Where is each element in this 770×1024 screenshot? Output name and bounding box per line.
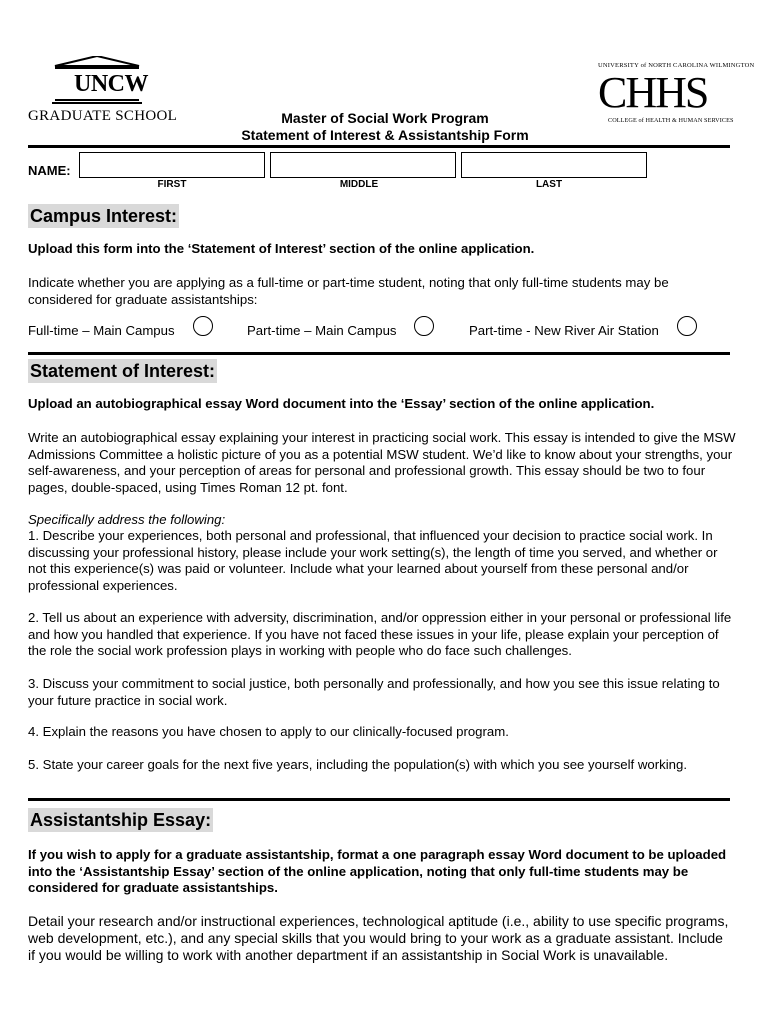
assistantship-heading: Assistantship Essay: <box>30 810 212 830</box>
middle-name-field[interactable] <box>270 152 456 178</box>
campus-divider <box>28 352 730 355</box>
chhs-university-text: UNIVERSITY of NORTH CAROLINA WILMINGTON <box>598 62 755 69</box>
statement-item-3: 3. Discuss your commitment to social justice, both personally and professionally, and how you see this issue relating to your future practice in social work. <box>28 676 720 708</box>
assistantship-detail: Detail your research and/or instructional experiences, technological aptitude (i.e., ability to use specific programs, web development, etc.), and any special skills that you would bring to your work as a graduate assistant. Include if you would be willing to work with another department if an assistantship in Social Work is unavailable. <box>28 913 729 963</box>
parttime-main-radio[interactable] <box>414 316 434 336</box>
statement-item-4: 4. Explain the reasons you have chosen to apply to our clinically-focused program. <box>28 724 509 739</box>
last-caption: LAST <box>535 179 563 190</box>
name-label: NAME: <box>28 163 71 178</box>
statement-item-2: 2. Tell us about an experience with adversity, discrimination, and/or oppression either in your personal or professional life and how you handled that experience. If you have not faced these issues in your life, please explain your perception of the role the social work profession plays in working with people who do face such challenges. <box>28 610 732 658</box>
assistantship-upload-instruction: If you wish to apply for a graduate assistantship, format a one paragraph essay Word document to be uploaded into the ‘Assistantship Essay’ section of the online application, noting that only full-time students may be considered for graduate assistantships. <box>28 847 727 895</box>
campus-indicate-text: Indicate whether you are applying as a full-time or part-time student, noting that only full-time students may be considered for graduate assistantships: <box>28 275 669 307</box>
middle-caption: MIDDLE <box>339 179 379 190</box>
first-caption: FIRST <box>157 179 187 190</box>
statement-upload-instruction: Upload an autobiographical essay Word document into the ‘Essay’ section of the online application. <box>28 396 655 411</box>
form-title-form: Statement of Interest & Assistantship Form <box>241 127 529 143</box>
statement-divider <box>28 798 730 801</box>
graduate-school-text: GRADUATE SCHOOL <box>28 108 178 124</box>
chhs-wordmark: CHHS <box>598 68 708 117</box>
option-parttime-main-label: Part-time – Main Campus <box>247 323 397 338</box>
option-parttime-newriver-label: Part-time - New River Air Station <box>469 323 659 338</box>
statement-item-1: 1. Describe your experiences, both personal and professional, that influenced your decision to practice social work. In discussing your professional history, please include your work setting(s), the length of time you served, and whether or not this experience(s) was paid or volunteer. Include what your learned about yourself from these personal and/or professional experiences. <box>28 528 718 593</box>
statement-item-5: 5. State your career goals for the next five years, including the population(s) with which you see yourself working. <box>28 757 687 772</box>
statement-specifically: Specifically address the following: <box>28 512 226 527</box>
statement-intro: Write an autobiographical essay explaining your interest in practicing social work. This essay is intended to give the MSW Admissions Committee a holistic picture of you as a potential MSW student. We’d like to know about your strengths, your self-awareness, and your perception of areas for personal and professional growth. This essay should be two to four pages, double-spaced, using Times Roman 12 pt. font. <box>28 430 736 495</box>
chhs-college-text: COLLEGE of HEALTH & HUMAN SERVICES <box>608 117 734 124</box>
uncw-wordmark: UNCW <box>74 71 148 97</box>
first-name-field[interactable] <box>79 152 265 178</box>
statement-heading: Statement of Interest: <box>30 361 216 381</box>
parttime-newriver-radio[interactable] <box>677 316 697 336</box>
header-divider <box>28 145 730 148</box>
option-fulltime-main-label: Full-time – Main Campus <box>28 323 175 338</box>
form-title-program: Master of Social Work Program <box>281 110 489 126</box>
campus-upload-instruction: Upload this form into the ‘Statement of Interest’ section of the online application. <box>28 241 535 256</box>
fulltime-main-radio[interactable] <box>193 316 213 336</box>
last-name-field[interactable] <box>461 152 647 178</box>
campus-interest-heading: Campus Interest: <box>30 206 178 226</box>
